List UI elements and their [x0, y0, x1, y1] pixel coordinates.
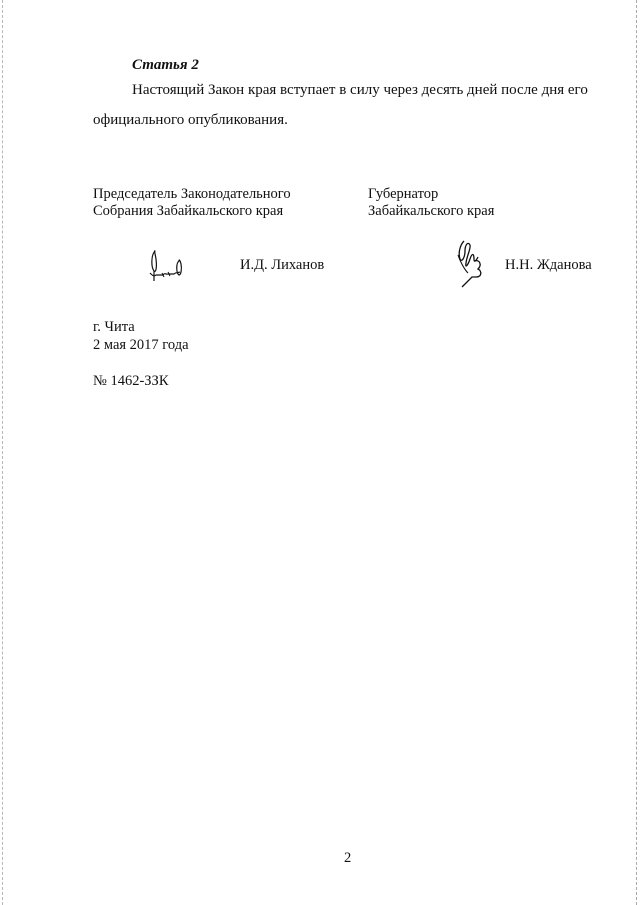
position-line-2: Забайкальского края	[368, 203, 495, 219]
signature-right-icon	[450, 235, 490, 290]
position-line-1: Губернатор	[368, 186, 439, 202]
article-paragraph-line-1: Настоящий Закон края вступает в силу через десять дней после дня его	[132, 82, 588, 98]
signatory-left-position	[93, 186, 291, 220]
position-line-1: Председатель Законодательного	[93, 186, 291, 202]
signature-left-icon	[138, 245, 188, 290]
page-number: 2	[344, 850, 352, 866]
article-paragraph-line-2: официального опубликования.	[93, 112, 288, 128]
signatory-right-position	[368, 186, 494, 220]
signatory-left-name: И.Д. Лиханов	[240, 257, 325, 273]
law-number: № 1462-ЗЗК	[93, 373, 169, 389]
date: 2 мая 2017 года	[93, 337, 189, 353]
place-and-date	[93, 318, 189, 354]
position-line-2: Собрания Забайкальского края	[93, 203, 284, 219]
scan-edge-right	[636, 0, 637, 905]
article-title: Статья 2	[132, 57, 199, 73]
signatory-right-name: Н.Н. Жданова	[505, 257, 592, 273]
scan-edge-left	[2, 0, 3, 905]
place: г. Чита	[93, 319, 135, 335]
